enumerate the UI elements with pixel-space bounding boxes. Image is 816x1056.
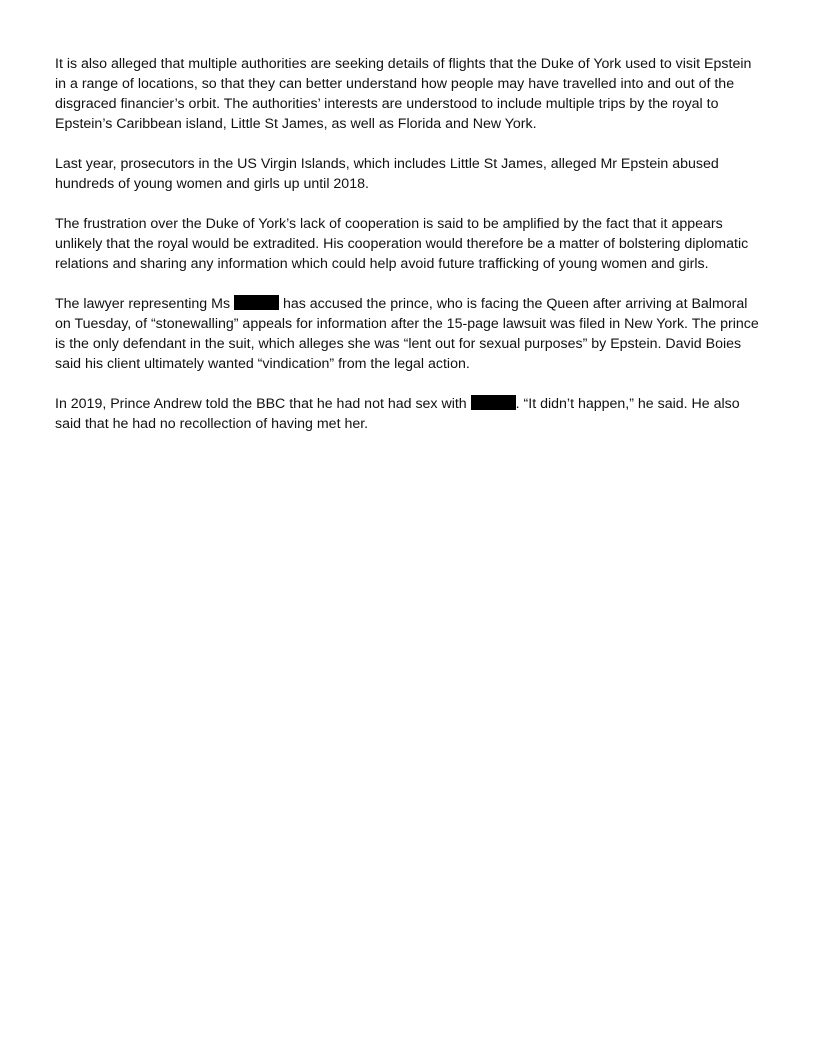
document-page bbox=[55, 54, 761, 454]
paragraph-bbc-text-after: . “It didn’t happen,” he said. He also said that he had no recollection of having met her. bbox=[55, 396, 740, 432]
paragraph-flights: It is also alleged that multiple authorities are seeking details of flights that the Duke of York used to visit Epstein in a range of locations, so that they can better understand how people may have travelled into and out of the disgraced financier’s orbit. The authorities’ interests are understood to include multiple trips by the royal to Epstein’s Caribbean island, Little St James, as well as Florida and New York. bbox=[55, 56, 752, 132]
paragraph-prosecutors: Last year, prosecutors in the US Virgin Islands, which includes Little St James, alleged Mr Epstein abused hundreds of young women and girls up until 2018. bbox=[55, 156, 719, 192]
paragraph-bbc-text-before: In 2019, Prince Andrew told the BBC that he had not had sex with bbox=[55, 396, 471, 412]
redaction-bar bbox=[471, 395, 516, 410]
redaction-bar bbox=[234, 295, 279, 310]
paragraph-lawyer-text-after: has accused the prince, who is facing the Queen after arriving at Balmoral on Tuesday, of “stonewalling” appeals for information after the 15-page lawsuit was filed in New York. The prince is the only defendant in the suit, which alleges she was “lent out for sexual purposes” by Epstein. David Boies said his client ultimately wanted “vindication” from the legal action. bbox=[55, 296, 759, 372]
paragraph-lawyer bbox=[55, 294, 761, 374]
paragraph-frustration: The frustration over the Duke of York’s lack of cooperation is said to be amplified by the fact that it appears unlikely that the royal would be extradited. His cooperation would therefore be a matter of bolstering diplomatic relations and sharing any information which could help avoid future trafficking of young women and girls. bbox=[55, 216, 749, 272]
paragraph-lawyer-text-before: The lawyer representing Ms bbox=[55, 296, 234, 312]
paragraph-bbc-interview bbox=[55, 394, 761, 434]
